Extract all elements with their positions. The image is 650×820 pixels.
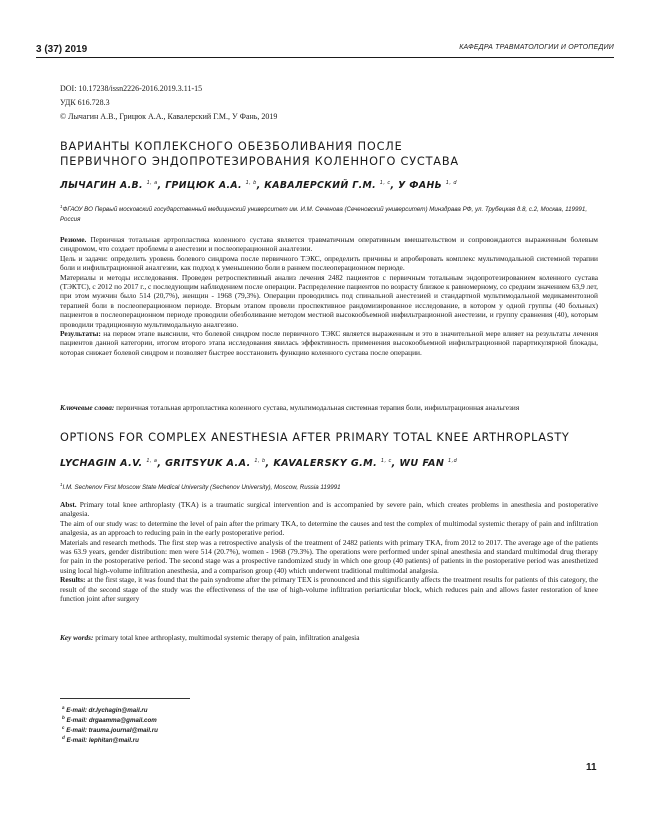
keywords-label: Key words: — [60, 633, 94, 642]
ru-title — [60, 139, 600, 169]
ru-methods: Материалы и методы исследования. Проведен ретроспективный анализ лечения 2482 пациентов с первичным тотальным эндопротезированием коленного сустава (ТЭКТС), с 2012 по 2017 г., с последующим наблюдением после операции. Распределение пациентов по возрасту близкое к равномерному, со средним значением 63,9 лет, при этом мужчин было 514 (20,7%), женщин - 1968 (79,3%). Операции проводились под спинальной анестезией и стандартной мультимодальной медикаментозной терапией боли в послеоперационном периоде. Вторым этапом провели проспективное рандомизированное исследование, в котором у одной группы (40 больных) пациентов в послеоперационном периоде проводили обезболивание методом местной высокообъемной инфильтрационной анестезии, и группу сравнения (40), которым проводили традиционную мультимодальную аналгезию. — [60, 272, 598, 329]
udk: УДК 616.728.3 — [60, 98, 110, 107]
author-name: LYCHAGIN A.V. — [60, 458, 143, 470]
footnote-sup: b — [62, 715, 65, 720]
section-title: КАФЕДРА ТРАВМАТОЛОГИИ И ОРТОПЕДИИ — [459, 44, 614, 51]
results-text: на первом этапе выяснили, что болевой синдром после первичного ТЭКС является выраженным и это в значительной мере влияет на результаты лечения пациентов данной категории, итогом второго этапа исследования явилась эффективность применения высокообъемной инфильтрационной парартикулярной блокады, которая снижает болевой синдром и позволяет быстрее восстановить функцию коленного сустава после операции. — [60, 329, 598, 357]
ru-affiliation — [60, 202, 590, 225]
footnote-sup: d — [62, 735, 65, 740]
ru-authors: ЛЫЧАГИН А.В. $^{1, a}$, ГРИЦЮК А.А. $^{1, b}$, КАВАЛЕРСКИЙ Г.М. $^{1, c}$, У ФАНЬ $^{1, d}$ — [60, 180, 457, 192]
affil-sup: 1 — [60, 482, 63, 487]
ru-title-line1: ВАРИАНТЫ КОПЛЕКСНОГО ОБЕЗБОЛИВАНИЯ ПОСЛЕ — [60, 140, 403, 153]
en-affiliation — [60, 480, 590, 493]
author-sup: 1,d — [448, 458, 458, 464]
affil-text: ФГАОУ ВО Первый московский государственный медицинский университет им. И.М. Сеченова (Сеченовский университет) Минздрава РФ, ул. Трубецкая д.8, с.2, Москва, 119991, Россия — [60, 206, 588, 224]
journal-issue: 3 (37) 2019 — [36, 44, 88, 55]
author-sup: 1, b — [254, 458, 266, 464]
page-number: 11 — [586, 762, 597, 773]
author-name: КАВАЛЕРСКИЙ Г.М. — [264, 180, 377, 192]
abstract-label: Abst. — [60, 500, 77, 509]
en-abstract-summary — [60, 500, 598, 519]
footnote-divider — [60, 698, 190, 699]
abstract-label: Резюме. — [60, 235, 87, 244]
doi: DOI: 10.17238/issn2226-2016.2019.3.11-15 — [60, 84, 203, 93]
footnote-email[interactable] — [62, 734, 139, 745]
abstract-text: Первичная тотальная артропластика коленного сустава является травматичным оперативным вмешательством и сопровождаются выраженным болевым синдромом, что создает проблемы в анестезии и послеоперационной аналгезии. — [60, 235, 598, 254]
author-sup: 1, c — [379, 180, 391, 186]
affil-text: I.M. Sechenov First Moscow State Medical University (Sechenov University), Moscow, Russia 119991 — [62, 484, 341, 492]
results-label: Результаты: — [60, 329, 101, 339]
footnote-text: E-mail: dr.lychagin@mail.ru — [66, 707, 148, 715]
author-sup: 1, d — [445, 180, 457, 186]
footnote-sup: c — [62, 725, 65, 730]
keywords-label: Ключевые слова: — [60, 403, 115, 412]
copyright: © Лычагин А.В., Грицюк А.А., Кавалерский Г.М., У Фань, 2019 — [60, 112, 278, 121]
author-name: GRITSYUK A.A. — [165, 458, 251, 470]
affil-sup: 1 — [60, 204, 63, 209]
results-text: at the first stage, it was found that the pain syndrome after the primary TEX is pronounced and this significantly affects the treatment results for patients of this category, the result of the second stage of the study was the effectiveness of the use of high-volume infiltration periarticular block, which reduces pain and allows faster restoration of knee function joint after surgery — [60, 575, 598, 604]
author-name: ЛЫЧАГИН А.В. — [60, 180, 143, 192]
footnote-text: E-mail: lephitan@mail.ru — [66, 737, 139, 745]
footnote-text: E-mail: trauma.journal@mail.ru — [66, 727, 158, 735]
en-title: OPTIONS FOR COMPLEX ANESTHESIA AFTER PRIMARY TOTAL KNEE ARTHROPLASTY — [60, 431, 570, 444]
keywords-text: primary total knee arthroplasty, multimodal systemic therapy of pain, infiltration analgesia — [95, 633, 360, 642]
ru-results — [60, 329, 598, 357]
results-label: Results: — [60, 575, 86, 585]
en-keywords — [60, 633, 600, 643]
author-name: KAVALERSKY G.M. — [273, 458, 378, 470]
keywords-text: первичная тотальная артропластика коленного сустава, мультимодальная системная терапия боли, инфильтрационная анальгезия — [116, 403, 520, 412]
author-sup: 1, b — [245, 180, 257, 186]
author-sup: 1, c — [380, 458, 392, 464]
en-results — [60, 575, 598, 603]
author-name: ГРИЦЮК А.А. — [165, 180, 242, 192]
author-name: WU FAN — [399, 458, 445, 470]
abstract-text: Primary total knee arthroplasty (TKA) is a traumatic surgical intervention and is accompanied by severe pain, which creates problems in anesthesia and postoperative analgesia. — [60, 500, 598, 519]
en-authors: LYCHAGIN A.V. $^{1, a}$, GRITSYUK A.A. $^{1, b}$, KAVALERSKY G.M. $^{1, c}$, WU FAN $^{1,d}$ — [60, 458, 458, 470]
author-sup: 1, a — [146, 180, 158, 186]
footnote-sup: a — [62, 705, 65, 710]
header-divider — [36, 57, 614, 58]
ru-aim: Цель и задачи: определить уровень болевого синдрома после первичного ТЭКС, определить причины и апробировать комплекс мультимодальной системной терапии боли и инфильтрационной аналгезии, как подход к уменьшению боли в раннем послеоперационном периоде. — [60, 253, 598, 273]
ru-abstract — [60, 235, 598, 357]
ru-abstract-summary — [60, 235, 598, 254]
author-sup: 1, a — [146, 458, 158, 464]
en-aim: The aim of our study was: to determine the level of pain after the primary TKA, to determine the causes and test the complex of multimodal systemic therapy of pain and infiltration analgesia, as an approach to reducing pain in the early postoperative period. — [60, 518, 598, 538]
en-methods: Materials and research methods. The first step was a retrospective analysis of the treatment of 2482 patients with primary TKA, from 2012 to 2017. The average age of the patients was 63.9 years, gender distribution: men were 514 (20.7%), women - 1968 (79.3%). The operations were performed under spinal anesthesia and standard multimodal drug therapy for pain in the postoperative period. The second stage was a prospective randomized study in which one group (40 patients) of patients in the postoperative period was anesthetized using local high-volume infiltration anesthesia, and a comparison group (40) which underwent traditional multimodal analgesia. — [60, 537, 598, 575]
footnote-text: E-mail: drgaamma@gmail.com — [66, 717, 157, 725]
author-name: У ФАНЬ — [398, 180, 443, 192]
ru-keywords — [60, 403, 600, 413]
ru-title-line2: ПЕРВИЧНОГО ЭНДОПРОТЕЗИРОВАНИЯ КОЛЕННОГО СУСТАВА — [60, 155, 459, 168]
en-abstract — [60, 500, 598, 603]
